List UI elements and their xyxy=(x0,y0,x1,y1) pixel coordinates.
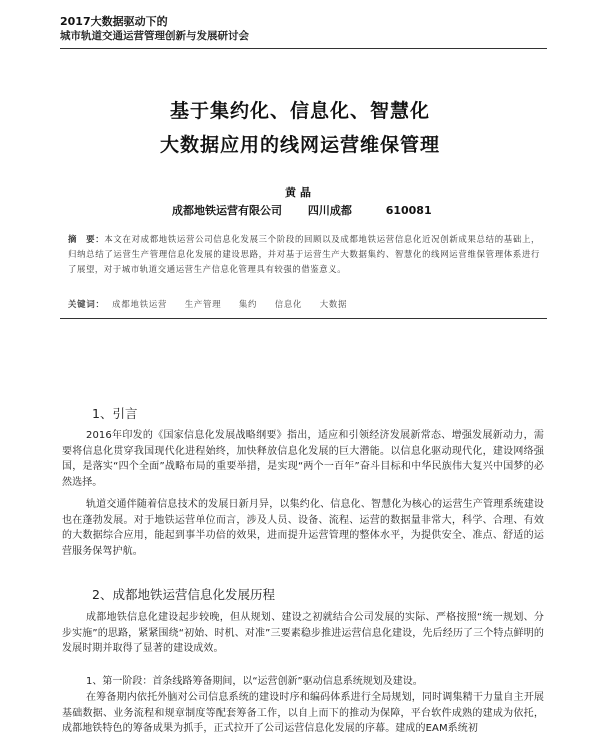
author-name: 黄晶 xyxy=(285,186,315,199)
section-heading-history: 2、成都地铁运营信息化发展历程 xyxy=(92,587,275,602)
keywords-label: 关键词： xyxy=(68,299,105,309)
subsection-heading: 1、第一阶段：首条线路筹备期间，以“运营创新”驱动信息系统规划及建设。 xyxy=(86,676,423,687)
affiliation-org: 成都地铁运营有限公司 xyxy=(172,204,282,217)
paragraph: 2016年印发的《国家信息化发展战略纲要》指出，适应和引领经济发展新常态、增强发展新动力，需要将信息化贯穿我国现代化进程始终，加快释放信息化发展的巨大潜能。以信息化驱动现代化，建设网络强国，是落实“四个全面”战略布局的重要举措，是实现“两个一百年”奋斗目标和中华民族伟大复兴中国梦的必然选择。 xyxy=(62,430,544,488)
running-header xyxy=(60,14,249,44)
header-line-2: 城市轨道交通运营管理创新与发展研讨会 xyxy=(60,30,249,42)
affiliation-city: 四川成都 xyxy=(307,204,352,217)
keyword-item: 大数据 xyxy=(319,299,348,309)
paragraph: 轨道交通伴随着信息技术的发展日新月异，以集约化、信息化、智慧化为核心的运营生产管理系统建设也在蓬勃发展。对于地铁运营单位而言，涉及人员、设备、流程、运营的数据量非常大，科学、合理、有效的大数据综合应用，能起到事半功倍的效果，进而提升运营管理的整体水平，为提供安全、准点、舒适的运营服务保驾护航。 xyxy=(62,499,544,557)
keyword-item: 集约 xyxy=(238,299,258,309)
abstract-text: 本文在对成都地铁运营公司信息化发展三个阶段的回顾以及成都地铁运营信息化近况创新成果总结的基础上，归纳总结了运营生产管理信息化发展的建设思路，并对基于运营生产大数据集约、智慧化的线网运营维保管理体系进行了展望，对于城市轨道交通运营生产信息化管理具有较强的借鉴意义。 xyxy=(68,234,541,274)
paragraph: 成都地铁信息化建设起步较晚，但从规划、建设之初就结合公司发展的实际、严格按照“统一规划、分步实施”的思路，紧紧围绕“初始、时机、对准”三要素稳步推进运营信息化建设，先后经历了三个特点鲜明的发展时期并取得了显著的建设成效。 xyxy=(62,612,544,655)
keyword-item: 信息化 xyxy=(274,299,303,309)
section-heading-introduction: 1、引言 xyxy=(92,406,138,421)
keyword-item: 成都地铁运营 xyxy=(112,299,168,309)
keyword-item: 生产管理 xyxy=(184,299,222,309)
keywords-rule xyxy=(60,318,547,319)
paragraph: 在筹备期内依托外脑对公司信息系统的建设时序和编码体系进行全局规划，同时调集精干力量自主开展基础数据、业务流程和规章制度等配套筹备工作，以自上而下的推动为保障，平台软件成熟的建成为依托，成都地铁特色的筹备成果为抓手，正式拉开了公司运营信息化发展的序幕。建成的EAM系统初 xyxy=(62,692,544,735)
header-rule xyxy=(60,48,547,49)
affiliation-zip: 610081 xyxy=(385,204,432,217)
abstract-label: 摘 要： xyxy=(68,234,105,244)
affiliation xyxy=(172,202,432,218)
title-line-2: 大数据应用的线网运营维保管理 xyxy=(159,134,440,156)
abstract xyxy=(68,232,540,277)
keywords xyxy=(68,298,361,310)
title-line-1: 基于集约化、信息化、智慧化 xyxy=(169,100,430,122)
header-line-1: 2017大数据驱动下的 xyxy=(60,15,168,28)
